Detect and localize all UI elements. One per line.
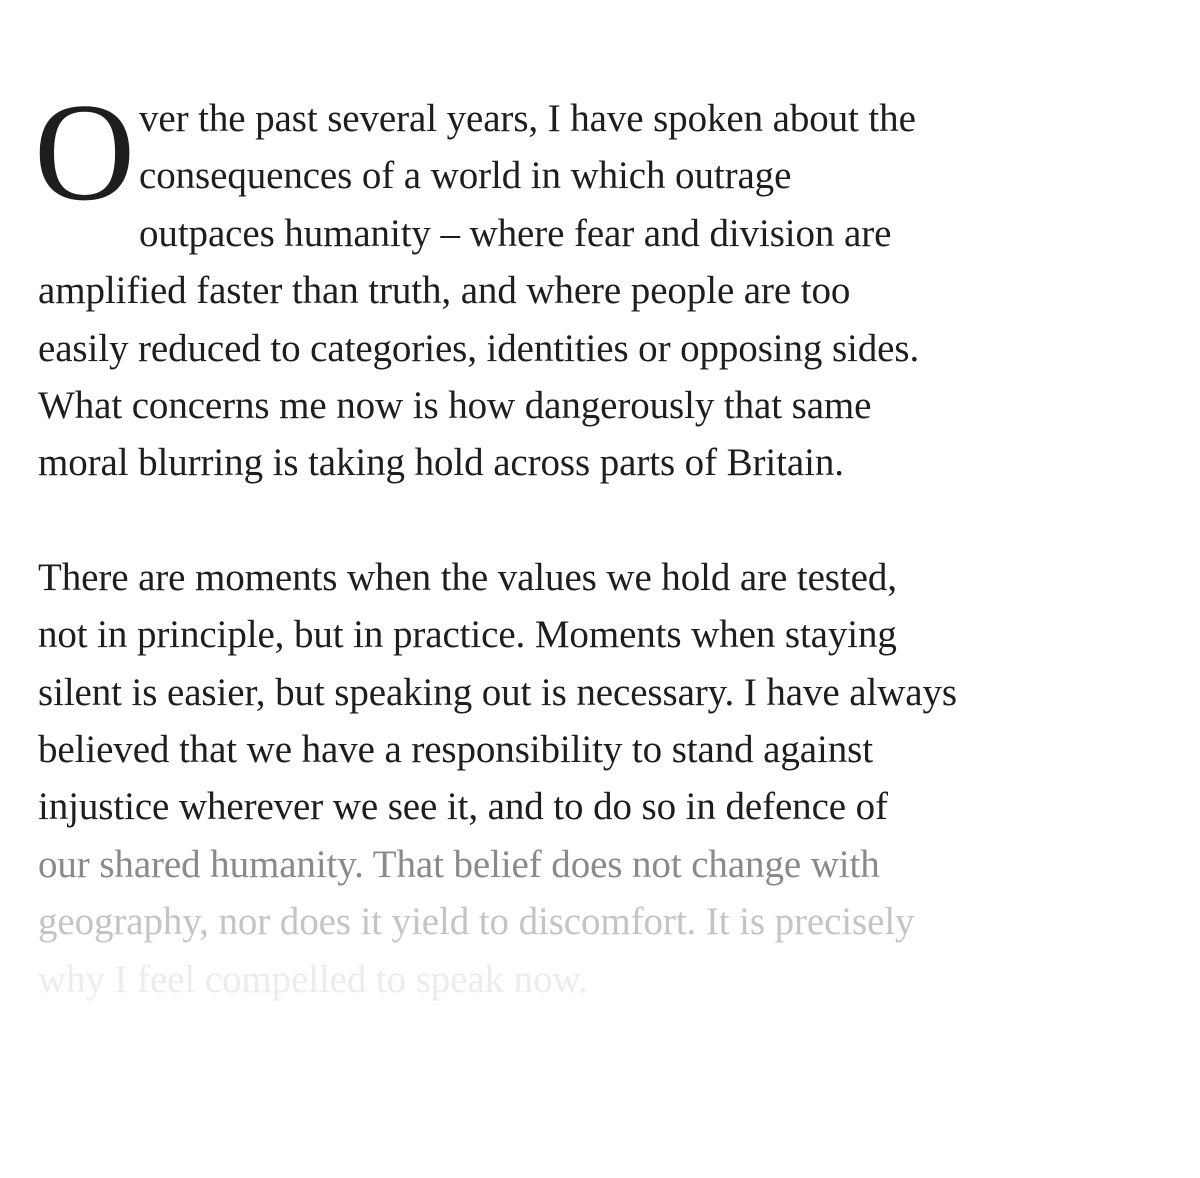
paragraph-line: ver the past several years, I have spoken about the [139,97,916,140]
faded-paragraph-line: our shared humanity. That belief does not change with [38,842,880,886]
paragraph-line: What concerns me now is how dangerously that same [38,384,872,428]
faded-paragraph-line: why I feel compelled to speak now. [38,957,588,1001]
paragraph-1 [34,75,1178,492]
paragraph-line: There are moments when the values we hold are tested, [38,555,897,599]
paragraph-line: easily reduced to categories, identities or opposing sides. [38,326,920,370]
paragraph-line: moral blurring is taking hold across parts of Britain. [38,441,844,485]
faded-paragraph-line: geography, nor does it yield to discomfort. It is precisely [38,900,915,944]
paragraph-line: consequences of a world in which outrage [139,154,792,198]
paragraph-line: silent is easier, but speaking out is necessary. I have always [38,670,957,714]
paragraph-line: injustice wherever we see it, and to do so in defence of [38,785,888,829]
paragraph-line: not in principle, but in practice. Moments when staying [38,613,897,657]
paragraph-line: believed that we have a responsibility to stand against [38,728,873,772]
article-body [34,75,1178,1008]
paragraph-2 [38,549,1178,1008]
drop-cap: O [34,75,136,230]
paragraph-line: amplified faster than truth, and where people are too [38,269,851,313]
paragraph-line: outpaces humanity – where fear and division are [139,211,892,255]
